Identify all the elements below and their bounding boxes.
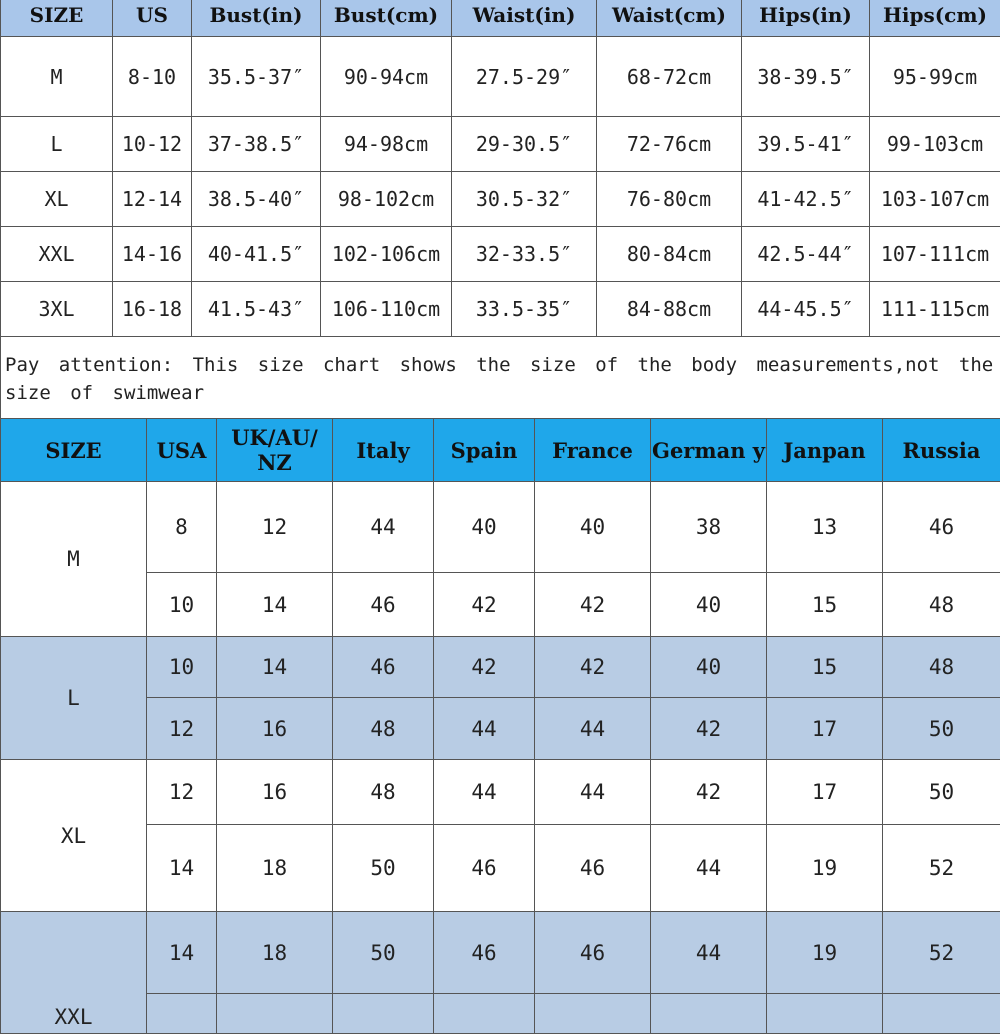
- header-row: [1, 0, 1000, 37]
- table-cell: 40: [651, 637, 767, 698]
- table-cell: 50: [883, 698, 1000, 760]
- header-cell: UK/AU/ NZ: [217, 419, 333, 482]
- table-cell: 15: [767, 637, 883, 698]
- table-cell: 44: [333, 482, 434, 573]
- table-cell: 102-106cm: [321, 227, 452, 282]
- table-cell: 46: [434, 825, 535, 912]
- table-row: [1, 912, 1000, 994]
- table-cell: 12-14: [113, 172, 192, 227]
- table-cell: 44: [434, 698, 535, 760]
- table-cell: 17: [767, 698, 883, 760]
- table-cell: 111-115cm: [870, 282, 1000, 337]
- table-cell: 16-18: [113, 282, 192, 337]
- table-cell: 84-88cm: [597, 282, 742, 337]
- table-cell: 17: [767, 760, 883, 825]
- table-cell: 106-110cm: [321, 282, 452, 337]
- table-cell: 46: [535, 825, 651, 912]
- table-cell: 14: [147, 912, 217, 994]
- table-row: [1, 698, 1000, 760]
- table-cell: 12: [147, 698, 217, 760]
- table-cell: 14: [217, 573, 333, 637]
- note-row: [1, 337, 1000, 427]
- table-cell: 40: [434, 482, 535, 573]
- table-cell: 90-94cm: [321, 37, 452, 117]
- table-cell: 14-16: [113, 227, 192, 282]
- table-cell: [651, 994, 767, 1034]
- table-cell: 8-10: [113, 37, 192, 117]
- table-cell: 30.5-32″: [452, 172, 597, 227]
- table-cell: 12: [217, 482, 333, 573]
- table-row: [1, 482, 1000, 573]
- header-cell: Russia: [883, 419, 1000, 482]
- size-cell: XL: [1, 760, 147, 912]
- table-cell: [147, 994, 217, 1034]
- table-cell: 52: [883, 912, 1000, 994]
- table-cell: 37-38.5″: [192, 117, 321, 172]
- table-row: [1, 282, 1000, 337]
- table-cell: 35.5-37″: [192, 37, 321, 117]
- header-cell: Janpan: [767, 419, 883, 482]
- header-cell: SIZE: [1, 0, 113, 37]
- table-cell: [883, 994, 1000, 1034]
- table-cell: 40-41.5″: [192, 227, 321, 282]
- table-cell: 10-12: [113, 117, 192, 172]
- header-row: [1, 419, 1000, 482]
- table-cell: 46: [333, 573, 434, 637]
- header-cell: Spain: [434, 419, 535, 482]
- table-cell: 38-39.5″: [742, 37, 870, 117]
- table-cell: 50: [333, 912, 434, 994]
- table-cell: [333, 994, 434, 1034]
- header-cell: SIZE: [1, 419, 147, 482]
- header-cell: Hips(in): [742, 0, 870, 37]
- table-cell: 44: [651, 912, 767, 994]
- table-cell: [535, 994, 651, 1034]
- size-cell: M: [1, 482, 147, 637]
- table-cell: 40: [535, 482, 651, 573]
- table-cell: 95-99cm: [870, 37, 1000, 117]
- table-cell: 50: [883, 760, 1000, 825]
- table-cell: 44: [535, 760, 651, 825]
- size-cell: L: [1, 117, 113, 172]
- table-row: [1, 825, 1000, 912]
- table-cell: 29-30.5″: [452, 117, 597, 172]
- table-cell: 33.5-35″: [452, 282, 597, 337]
- table-cell: 10: [147, 573, 217, 637]
- table-cell: 8: [147, 482, 217, 573]
- table-row: [1, 227, 1000, 282]
- header-cell: Bust(cm): [321, 0, 452, 37]
- table-cell: 27.5-29″: [452, 37, 597, 117]
- table-cell: 41-42.5″: [742, 172, 870, 227]
- table-cell: 103-107cm: [870, 172, 1000, 227]
- table-cell: [217, 994, 333, 1034]
- table-cell: 14: [147, 825, 217, 912]
- header-cell: German y: [651, 419, 767, 482]
- table-cell: 42: [434, 637, 535, 698]
- table-cell: 68-72cm: [597, 37, 742, 117]
- table-cell: 16: [217, 760, 333, 825]
- table-cell: 44: [535, 698, 651, 760]
- table-cell: 44: [651, 825, 767, 912]
- table-cell: 46: [333, 637, 434, 698]
- table-cell: 14: [217, 637, 333, 698]
- table-cell: 76-80cm: [597, 172, 742, 227]
- table-cell: 41.5-43″: [192, 282, 321, 337]
- size-note: Pay attention: This size chart shows the size of the body measurements,not the size of swimwear: [1, 337, 1000, 427]
- size-cell: 3XL: [1, 282, 113, 337]
- table-row: [1, 117, 1000, 172]
- table-cell: 44: [434, 760, 535, 825]
- table-cell: 18: [217, 825, 333, 912]
- table-cell: 15: [767, 573, 883, 637]
- international-size-table: [0, 418, 1000, 1034]
- table-cell: [767, 994, 883, 1034]
- table-cell: 48: [883, 637, 1000, 698]
- table-cell: 10: [147, 637, 217, 698]
- table-cell: 19: [767, 912, 883, 994]
- table-cell: 46: [883, 482, 1000, 573]
- table-cell: 48: [883, 573, 1000, 637]
- size-cell: XL: [1, 172, 113, 227]
- header-cell: Hips(cm): [870, 0, 1000, 37]
- table-cell: 94-98cm: [321, 117, 452, 172]
- table-cell: 40: [651, 573, 767, 637]
- table-row: [1, 172, 1000, 227]
- header-cell: Bust(in): [192, 0, 321, 37]
- size-cell: XXL: [1, 912, 147, 1034]
- table-row: [1, 760, 1000, 825]
- table-row: [1, 37, 1000, 117]
- table-cell: 38: [651, 482, 767, 573]
- table-cell: 44-45.5″: [742, 282, 870, 337]
- size-cell: XXL: [1, 227, 113, 282]
- table-cell: 42: [651, 760, 767, 825]
- table-cell: 42: [651, 698, 767, 760]
- header-cell: US: [113, 0, 192, 37]
- table-row: [1, 637, 1000, 698]
- table-cell: [434, 994, 535, 1034]
- table-cell: 39.5-41″: [742, 117, 870, 172]
- table-cell: 18: [217, 912, 333, 994]
- table-cell: 32-33.5″: [452, 227, 597, 282]
- table-cell: 12: [147, 760, 217, 825]
- table-cell: 42.5-44″: [742, 227, 870, 282]
- table-cell: 16: [217, 698, 333, 760]
- table-cell: 46: [434, 912, 535, 994]
- table-cell: 42: [535, 637, 651, 698]
- size-cell: M: [1, 37, 113, 117]
- header-cell: Waist(in): [452, 0, 597, 37]
- table-cell: 48: [333, 698, 434, 760]
- size-cell: L: [1, 637, 147, 760]
- table-cell: 48: [333, 760, 434, 825]
- table-cell: 38.5-40″: [192, 172, 321, 227]
- table-cell: 46: [535, 912, 651, 994]
- table-cell: 42: [535, 573, 651, 637]
- table-row: [1, 573, 1000, 637]
- header-cell: France: [535, 419, 651, 482]
- table-cell: 52: [883, 825, 1000, 912]
- header-cell: USA: [147, 419, 217, 482]
- table-cell: 50: [333, 825, 434, 912]
- table-cell: 72-76cm: [597, 117, 742, 172]
- header-cell: Italy: [333, 419, 434, 482]
- table-row: [1, 994, 1000, 1034]
- table-cell: 107-111cm: [870, 227, 1000, 282]
- header-cell: Waist(cm): [597, 0, 742, 37]
- body-measurement-table: [0, 0, 1000, 427]
- table-cell: 98-102cm: [321, 172, 452, 227]
- table-cell: 80-84cm: [597, 227, 742, 282]
- table-cell: 42: [434, 573, 535, 637]
- table-cell: 19: [767, 825, 883, 912]
- table-cell: 99-103cm: [870, 117, 1000, 172]
- table-cell: 13: [767, 482, 883, 573]
